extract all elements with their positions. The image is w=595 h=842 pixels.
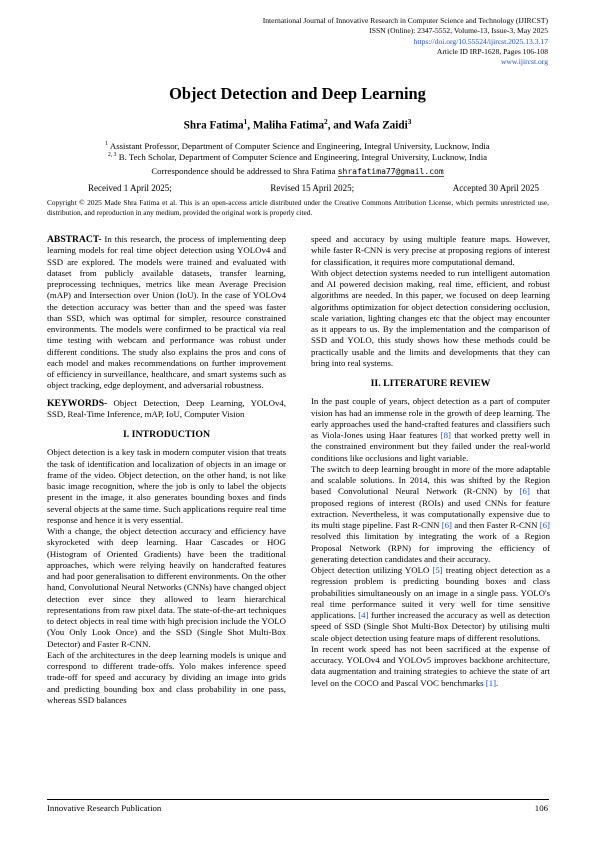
text-run: further increased the accuracy as well as detection speed of SSD (Single Shot Multi-Box Detector) by utilising multi scale object detection using feature maps of different resolutions.: [311, 610, 551, 643]
text-run: Object detection utilizing YOLO: [311, 565, 433, 575]
text-run: treating object detection as a regression problem is predicting bounding boxes and class probabilities simultaneously on an image in a single pass. YOLO's real time performance suited it very well for time sensitive applications.: [311, 565, 550, 620]
citation-link[interactable]: [4]: [358, 610, 369, 620]
website-link[interactable]: www.ijircst.org: [500, 57, 548, 67]
author-separator: ,: [247, 119, 253, 132]
footer-divider: [47, 799, 549, 800]
author-name: Shra Fatima: [183, 119, 244, 132]
section-heading-literature-review: II. LITERATURE REVIEW: [370, 378, 491, 389]
abstract-text: In this research, the process of implementing deep learning models for real time object detection using YOLOv4 and SSD are explored. The models were trained and evaluated with dataset from publicly available datasets, transfer learning, preprocessing techniques, metrics like mean Average Precision (mAP) and Intersection over Union (IoU). In the case of YOLOv4 the detection accuracy was better than and the speed was faster than SSD, which was optimal for simpler, resource constrained environments. The models were confirmed to be practical via real time testing with webcam and performance was robust under different conditions. The study also explains the pros and cons of each model and makes recommendations on further improvement of efficiency in surveillance, healthcare, and smart systems such as object tracking, edge deployment, and adversarial robustness.: [47, 234, 286, 391]
text-run: resolved this limitation by integrating the work of a Region Proposal Network (RPN) for improving the efficiency of generating detection candidates and their accuracy.: [311, 531, 550, 564]
paragraph: [311, 644, 550, 689]
citation-link[interactable]: [6]: [539, 520, 550, 530]
paragraph: [311, 464, 550, 565]
author-separator: , and: [327, 119, 354, 132]
text-run: that proposed regions of interest (ROIs) and used CNNs for feature extraction. Nevertheless, it was computationally expensive due to its multi stage pipeline. Fast R-CNN: [311, 486, 550, 530]
citation-link[interactable]: [6]: [519, 486, 530, 497]
correspondence-line: [0, 166, 595, 176]
author-name: Wafa Zaidi: [353, 119, 408, 132]
journal-issn: ISSN (Online): 2347-5552, Volume-13, Issue-3, May 2025: [369, 26, 548, 36]
affiliation-text: B. Tech Scholar, Department of Computer Science and Engineering, Integral University, Lucknow, India: [118, 151, 488, 162]
text-run: .: [496, 677, 499, 688]
journal-name: International Journal of Innovative Research in Computer Science and Technology (IJIRCST): [262, 16, 548, 25]
correspondence-text: Correspondence should be addressed to Shra Fatima: [151, 166, 336, 176]
text-run: that worked pretty well in the constrained environment but they failed under the real-world conditions like occlusions and light variable.: [311, 430, 550, 463]
text-run: The switch to deep learning brought in more of the more adaptable and scalable solutions. In 2014, this was shifted by the Region based Convolutional Neural Network (R-CNN) by: [311, 463, 550, 497]
affiliation-text: Assistant Professor, Department of Computer Science and Engineering, Integral University, Lucknow, India: [109, 140, 490, 151]
email-link[interactable]: shrafatima77@gmail.com: [337, 167, 444, 176]
affiliation-sup: 1: [105, 141, 109, 147]
paragraph: [311, 396, 550, 464]
footer-publisher: Innovative Research Publication: [47, 803, 162, 813]
author-list: [0, 118, 595, 132]
citation-link[interactable]: [8]: [440, 430, 451, 440]
keywords: [47, 398, 286, 421]
author-sup: 2: [324, 118, 328, 126]
paragraph: With a change, the object detection accuracy and efficiency have skyrocketed with deep learning. Haar Cascades or HOG (Histogram of Oriented Gradients) have been the traditional approaches, which were relying heavily on handcrafted features and had poor generalisation to different environments. On the other hand, Convolutional Neural Networks (CNNs) have changed object detection ever since they allowed to learn hierarchical representations from raw pixel data. The state-of-the-art techniques to detect objects in real time with high precision include the YOLO (You Only Look Once) and the SSD (Single Shot Multi-Box Detector) and Faster R-CNN.: [47, 526, 286, 649]
citation-link[interactable]: [6]: [441, 520, 452, 530]
paragraph: speed and accuracy by using multiple feature maps. However, while faster R-CNN is very precise at proposing regions of interest for classification, it requires more computational demand.: [311, 234, 550, 267]
revised-date: Revised 15 April 2025;: [270, 183, 355, 193]
text-run: and then Faster R-CNN: [452, 520, 540, 530]
section-heading-introduction: I. INTRODUCTION: [122, 429, 211, 440]
accepted-date: Accepted 30 April 2025: [452, 183, 539, 193]
paragraph: Object detection is a key task in modern computer vision that treats the task of identification and localization of objects in an image or frame of the video. Object detection, on the other hand, is not like basic image recognition, where the job is only to label the objects present in the image, it also generates bounding boxes and finds several objects at the same time. Such applications require real time response and hence it is very essential.: [47, 447, 286, 525]
journal-header: [148, 16, 548, 67]
paragraph: With object detection systems needed to run intelligent automation and AI powered decision making, real time, efficient, and robust algorithms are needed. In this paper, we focused on deep learning algorithms optimization for object detection considering occlusion, scale variation, lighting changes etc that the object may encounter as it appears to us. By the implementation and the comparison of SSD and YOLO, this study shows how these methods could be practically usable and the limits and developments that they can bring into real systems.: [311, 267, 550, 368]
text-run: In the past couple of years, object detection as a part of computer vision has had an immense role in the growth of deep learning. The early approaches used the hand-crafted features and classifiers such as Viola-Jones using Haar features: [311, 396, 550, 440]
text-run: In recent work speed has not been sacrificed at the expense of accuracy. YOLOv4 and YOLOv5 improves backbone architecture, data augmentation and training strategies to achieve the state of art level on the COCO and Pascal VOC benchmarks: [311, 643, 550, 688]
citation-link[interactable]: [1]: [485, 677, 497, 688]
left-column: [47, 234, 286, 706]
affiliation: [0, 149, 595, 163]
author-sup: 3: [407, 118, 412, 126]
paragraph: Each of the architectures in the deep learning models is unique and correspond to different trade-offs. Yolo makes inference speed trade-off for speed and accuracy by dividing an image into grids and predicting bounding box and class probability in one pass, whereas SSD balances: [47, 649, 286, 705]
right-column: [311, 234, 550, 689]
author-name: Maliha Fatima: [252, 119, 325, 132]
doi-link[interactable]: https://doi.org/10.55524/ijircst.2025.13.3.17: [413, 36, 548, 46]
paper-title: Object Detection and Deep Learning: [169, 84, 426, 103]
article-id: Article ID IRP-1628, Pages 106-108: [436, 46, 548, 56]
publication-dates: [88, 183, 539, 193]
page-number: 106: [534, 803, 548, 813]
copyright-notice: Copyright © 2025 Made Shra Fatima et al. This is an open-access article distributed under the Creative Commons Attribution License, which permits unrestricted use, distribution, and reproduction in any medium, provided the original work is properly cited.: [47, 198, 549, 217]
paragraph: [311, 565, 550, 644]
keywords-text: Object Detection, Deep Learning, YOLOv4, SSD, Real-Time Inference, mAP, IoU, Computer Vision: [47, 397, 286, 419]
author-sup: 1: [243, 118, 248, 126]
keywords-label: KEYWORDS-: [47, 397, 108, 409]
abstract: [47, 234, 286, 392]
affiliation-sup: 2, 3: [107, 152, 117, 158]
received-date: Received 1 April 2025;: [88, 183, 172, 193]
citation-link[interactable]: [5]: [432, 565, 443, 575]
abstract-label: ABSTRACT-: [47, 234, 102, 245]
